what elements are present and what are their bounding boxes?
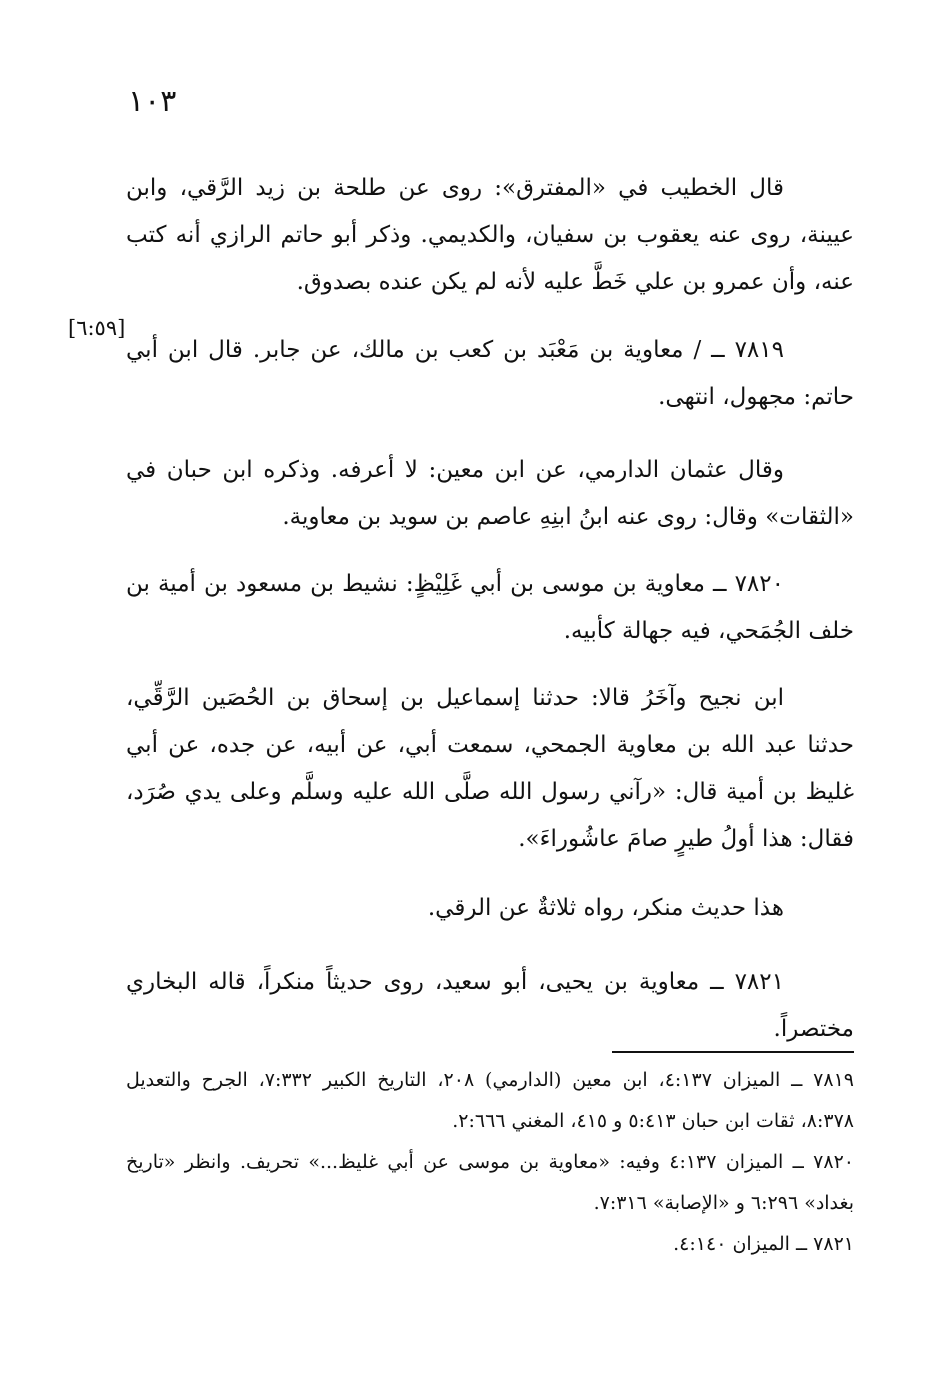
footnote-7821: ٧٨٢١ ــ الميزان ٤:١٤٠. [673,1233,854,1255]
paragraph-5: ابن نجيح وآخَرُ قالا: حدثنا إسماعيل بن إسحاق بن الحُصَين الرَّقِّي، حدثنا عبد الله بن معاوية الجمحي، سمعت أبي، عن أبيه، عن جده، عن أبي غليظ بن أمية قال: «رآني رسول الله صلَّى الله عليه وسلَّم وعلى يدي صُرَد، فقال: هذا أولُ طيرٍ صامَ عاشُوراءَ». [126,685,854,852]
footnote-7819: ٧٨١٩ ــ الميزان ٤:١٣٧، ابن معين (الدارمي) ٢٠٨، التاريخ الكبير ٧:٣٣٢، الجرح والتعديل ٨:٣٧٨، ثقات ابن حبان ٥:٤١٣ و ٤١٥، المغني ٢:٦٦٦. [126,1069,854,1132]
entry-7819: ٧٨١٩ ــ / معاوية بن مَعْبَد بن كعب بن مالك، عن جابر. قال ابن أبي حاتم: مجهول، انتهى. [126,337,854,410]
side-reference: [٦:٥٩] [68,316,126,340]
footnote-7820: ٧٨٢٠ ــ الميزان ٤:١٣٧ وفيه: «معاوية بن موسى عن أبي غليظ...» تحريف. وانظر «تاريخ بغداد» ٦:٢٩٦ و «الإصابة» ٧:٣١٦. [126,1151,854,1214]
footnotes [126,1060,854,1265]
paragraph-3: وقال عثمان الدارمي، عن ابن معين: لا أعرفه. وذكره ابن حبان في «الثقات» وقال: روى عنه ابنُ ابنِهِ عاصم بن سويد بن معاوية. [126,457,854,530]
entry-7821: ٧٨٢١ ــ معاوية بن يحيى، أبو سعيد، روى حديثاً منكراً، قاله البخاري مختصراً. [126,969,854,1042]
paragraph-6: هذا حديث منكر، رواه ثلاثةٌ عن الرقي. [427,895,784,921]
footnote-divider [612,1051,854,1053]
entry-7820: ٧٨٢٠ ــ معاوية بن موسى بن أبي غَلِيْظٍ: نشيط بن مسعود بن أمية بن خلف الجُمَحي، فيه جهالة كأبيه. [126,571,854,644]
page-number: ١٠٣ [128,84,177,119]
paragraph-1: قال الخطيب في «المفترق»: روى عن طلحة بن زيد الرَّقي، وابن عيينة، روى عنه يعقوب بن سفيان، والكديمي. وذكر أبو حاتم الرازي أنه كتب عنه، وأن عمرو بن علي خَطَّ عليه لأنه لم يكن عنده بصدوق. [126,175,854,295]
